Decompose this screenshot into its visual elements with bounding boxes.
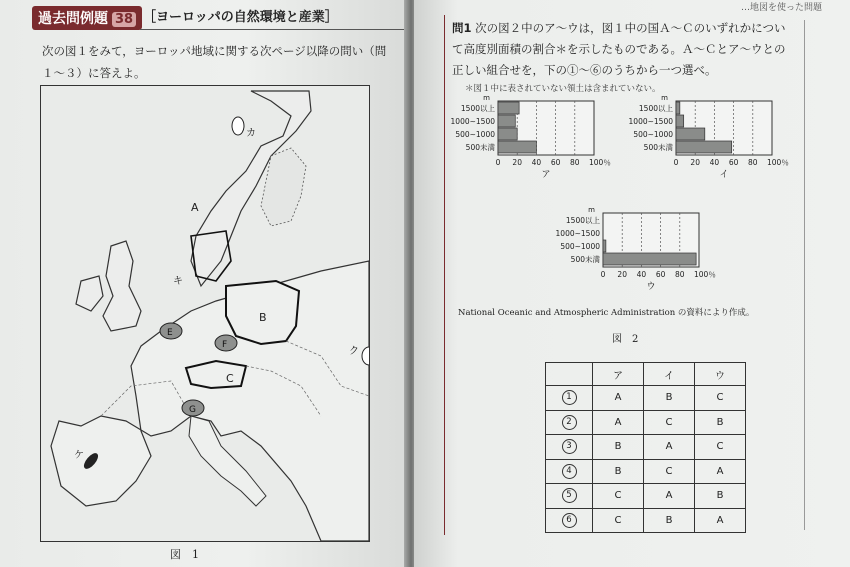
choice-number: 2 [562, 415, 577, 430]
table-cell: C [695, 386, 746, 411]
table-cell: C [593, 484, 644, 509]
map-label-b: B [259, 311, 267, 324]
example-badge [32, 6, 142, 30]
chart-tick-label: 40 [709, 158, 720, 167]
table-cell: A [593, 410, 644, 435]
question-label: 問1 [452, 21, 472, 35]
choice-number: 1 [562, 390, 577, 405]
table-cell: A [695, 508, 746, 533]
table-cell: B [644, 508, 695, 533]
chart-category-label: 500未満 [570, 255, 600, 264]
table-cell: A [593, 386, 644, 411]
chart-tick-label: 0 [673, 158, 679, 167]
chart-tick-label: 80 [748, 158, 758, 167]
table-row [546, 435, 746, 460]
ireland-shape [76, 276, 103, 311]
chart-tick-label: 100％ [694, 270, 716, 279]
chart-tick-label: 60 [550, 158, 561, 167]
europe-map [40, 85, 370, 542]
choice-number: 4 [562, 464, 577, 479]
table-row [546, 484, 746, 509]
chart-tick-label: 60 [655, 270, 666, 279]
chart-unit-label: m [483, 95, 490, 102]
chart-title: ア [541, 170, 551, 180]
choice-number: 6 [562, 513, 577, 528]
chart-category-label: 1000~1500 [450, 117, 495, 126]
answer-header-i: イ [644, 363, 695, 386]
chart-tick-label: 40 [531, 158, 542, 167]
figure1-caption: 図 1 [170, 548, 199, 561]
chart-tick-label: 100％ [767, 158, 789, 167]
chart-category-label: 1000~1500 [628, 117, 673, 126]
chart-bar [498, 128, 517, 140]
chart-bar [498, 115, 515, 127]
chart-tick-label: 20 [617, 270, 627, 279]
map-label-a: A [191, 201, 199, 214]
chart-tick-label: 0 [495, 158, 501, 167]
chart-tick-label: 0 [600, 270, 606, 279]
chart-tick-label: 100％ [589, 158, 611, 167]
table-cell: B [593, 459, 644, 484]
chart-category-label: 500未満 [643, 143, 673, 152]
table-cell: B [644, 386, 695, 411]
left-page [0, 0, 408, 567]
table-cell: A [644, 484, 695, 509]
chart-bar [498, 102, 519, 114]
chart-category-label: 1500以上 [460, 104, 495, 113]
table-cell: C [593, 508, 644, 533]
chart-category-label: 500~1000 [633, 130, 673, 139]
chart-category-label: 500~1000 [455, 130, 495, 139]
answer-header-u: ウ [695, 363, 746, 386]
chart-title: イ [719, 170, 729, 180]
great-britain-shape [103, 241, 141, 331]
map-label-c: C [226, 372, 234, 385]
answer-table [545, 362, 746, 533]
footnote: ＊図１中に表されていない領土は含まれていない。 [465, 84, 661, 94]
chart-bar [498, 141, 536, 153]
chart-tick-label: 20 [512, 158, 522, 167]
choice-number: 3 [562, 439, 577, 454]
chart-unit-label: m [588, 206, 595, 214]
choice-number: 5 [562, 488, 577, 503]
map-label-ki: キ [173, 276, 183, 287]
figure2-charts [440, 95, 820, 300]
table-cell: B [695, 410, 746, 435]
map-label-g: G [189, 405, 196, 415]
table-cell: C [695, 435, 746, 460]
map-label-ka: カ [246, 128, 256, 139]
chart-category-label: 500未満 [465, 143, 495, 152]
chart-tick-label: 20 [690, 158, 700, 167]
chart-title: ウ [646, 282, 656, 292]
section-title: ［ヨーロッパの自然環境と産業］ [143, 10, 338, 25]
chart-category-label: 500~1000 [560, 242, 600, 251]
badge-number: 38 [112, 12, 136, 27]
question-text: 次の図２中のア～ウは，図１中の国Ａ～Ｃのいずれかについて高度別面積の割合＊を示したものである。Ａ～Ｃとア～ウとの正しい組合せを，下の①～⑥のうちから一つ選べ。 [452, 21, 786, 77]
chart-tick-label: 80 [570, 158, 580, 167]
map-label-f: F [222, 340, 228, 350]
chart-tick-label: 80 [675, 270, 685, 279]
table-cell: C [644, 459, 695, 484]
table-cell: A [644, 435, 695, 460]
table-row [546, 508, 746, 533]
table-cell: B [695, 484, 746, 509]
table-row [546, 459, 746, 484]
europe-map-svg [41, 86, 369, 541]
chart-bar [676, 128, 705, 140]
chart-category-label: 1500以上 [565, 216, 600, 225]
corner-note: …地図を使った問題 [740, 3, 822, 13]
answer-header-a: ア [593, 363, 644, 386]
chart-tick-label: 40 [636, 270, 647, 279]
mainland-shape [51, 261, 369, 541]
table-cell: C [644, 410, 695, 435]
chart-category-label: 1000~1500 [555, 229, 600, 238]
area-ka-hatch [232, 117, 244, 135]
table-row [546, 386, 746, 411]
table-cell: A [695, 459, 746, 484]
map-label-ke: ケ [74, 450, 84, 461]
chart-category-label: 1500以上 [638, 104, 673, 113]
table-row [546, 410, 746, 435]
answer-table-header [546, 363, 746, 386]
answer-header-blank [546, 363, 593, 386]
chart-bar [676, 115, 684, 127]
map-label-ku: ク [349, 346, 359, 357]
map-label-e: E [167, 328, 173, 338]
country-c-border [186, 361, 246, 388]
chart-unit-label: m [661, 95, 668, 102]
intro-text: 次の図１をみて，ヨーロッパ地域に関する次ページ以降の問い（問１～３）に答えよ。 [42, 44, 387, 80]
source-note: National Oceanic and Atmospheric Administration の資料により作成。 [458, 308, 755, 318]
chart-tick-label: 60 [728, 158, 739, 167]
badge-label: 過去問例題 [38, 11, 108, 27]
title-rule [140, 29, 408, 30]
chart-bar [603, 240, 606, 252]
question-1 [452, 18, 792, 81]
chart-bar [603, 253, 696, 265]
chart-bar [676, 141, 732, 153]
table-cell: B [593, 435, 644, 460]
figure2-caption: 図 2 [612, 334, 639, 345]
chart-bar [676, 102, 680, 114]
